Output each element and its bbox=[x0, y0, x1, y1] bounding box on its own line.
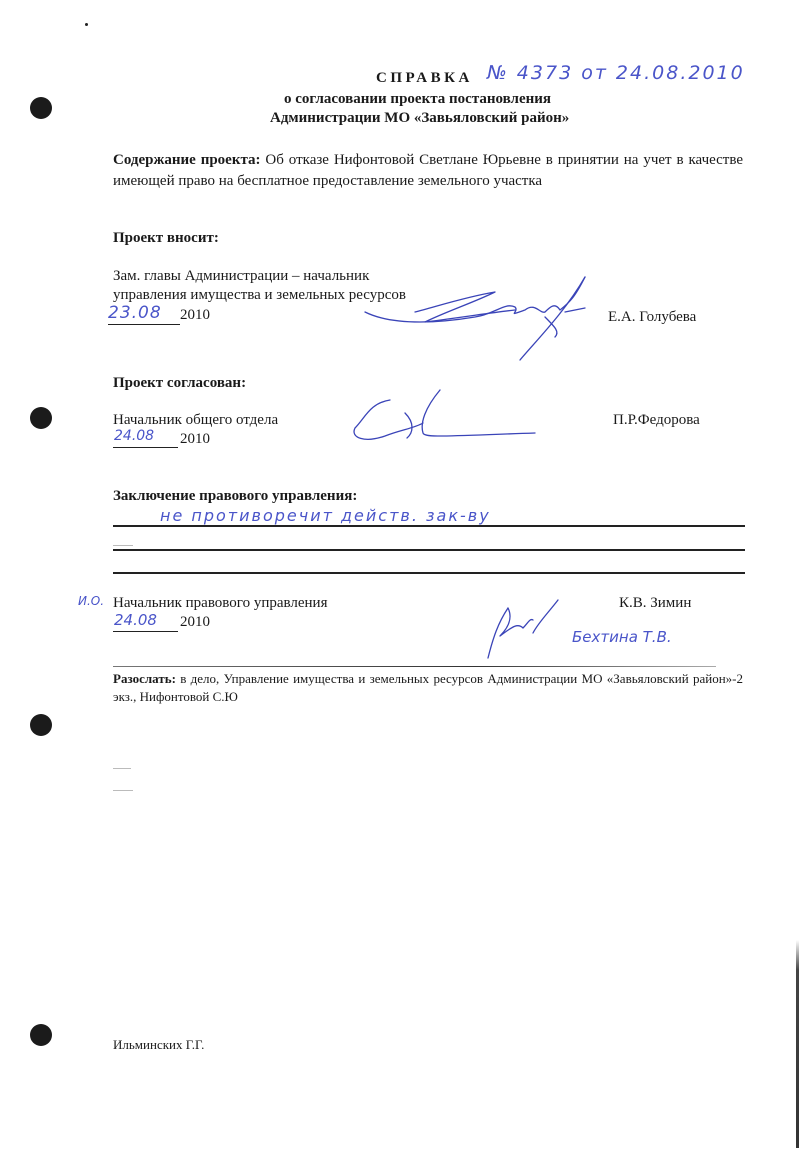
submitted-by-year: 2010 bbox=[180, 307, 210, 323]
distribution-separator bbox=[113, 666, 716, 667]
hole-punch-3 bbox=[30, 714, 52, 736]
legal-conclusion-line-2 bbox=[113, 549, 745, 551]
hole-punch-4 bbox=[30, 1024, 52, 1046]
document-author: Ильминских Г.Г. bbox=[113, 1037, 205, 1052]
approved-position: Начальник общего отдела bbox=[113, 412, 279, 428]
hole-punch-1 bbox=[30, 97, 52, 119]
submitted-by-date-line bbox=[108, 324, 180, 325]
legal-position: Начальник правового управления bbox=[113, 595, 328, 611]
approved-date-handwritten: 24.08 bbox=[114, 428, 155, 444]
approved-date-line bbox=[113, 447, 178, 448]
document-title: СПРАВКА bbox=[376, 70, 473, 86]
scan-dot bbox=[85, 23, 88, 26]
document-subtitle-line-2: Администрации МО «Завьяловский район» bbox=[270, 110, 570, 126]
legal-conclusion-handwritten: не противоречит действ. зак-ву bbox=[160, 506, 491, 525]
project-content bbox=[113, 150, 743, 192]
legal-date-line bbox=[113, 631, 178, 632]
scan-speck bbox=[113, 790, 133, 791]
submitted-by-position-line-2: управления имущества и земельных ресурсов bbox=[113, 287, 406, 303]
document-subtitle-line-1: о согласовании проекта постановления bbox=[284, 91, 552, 107]
legal-date-handwritten: 24.08 bbox=[114, 611, 157, 629]
legal-margin-note-handwritten: И.О. bbox=[78, 594, 105, 608]
hole-punch-2 bbox=[30, 407, 52, 429]
distribution bbox=[113, 670, 743, 706]
approved-heading: Проект согласован: bbox=[113, 375, 247, 391]
submitted-by-position-line-1: Зам. главы Администрации – начальник bbox=[113, 268, 370, 284]
signature-fedorova bbox=[345, 388, 545, 448]
legal-heading: Заключение правового управления: bbox=[113, 488, 358, 504]
legal-executor-handwritten: Бехтина Т.В. bbox=[572, 628, 672, 646]
submitted-by-date-handwritten: 23.08 bbox=[108, 303, 162, 323]
legal-name: К.В. Зимин bbox=[619, 595, 692, 611]
approved-name: П.Р.Федорова bbox=[613, 412, 700, 428]
submitted-by-heading: Проект вносит: bbox=[113, 230, 219, 246]
project-content-label: Содержание проекта: bbox=[113, 152, 261, 168]
signature-golubeva bbox=[355, 272, 595, 362]
distribution-text: в дело, Управление имущества и земельных ресурсов Администрации МО «Завьяловский район»-2 экз., Нифонтовой С.Ю bbox=[113, 671, 743, 704]
scan-speck bbox=[113, 545, 133, 546]
scan-speck bbox=[113, 768, 131, 769]
distribution-label: Разослать: bbox=[113, 671, 176, 686]
approved-year: 2010 bbox=[180, 431, 210, 447]
legal-conclusion-line-3 bbox=[113, 572, 745, 574]
handwritten-registration-number: № 4373 от 24.08.2010 bbox=[487, 62, 745, 84]
scan-page-edge bbox=[796, 940, 799, 1148]
legal-year: 2010 bbox=[180, 614, 210, 630]
project-content-text: Об отказе Нифонтовой Светлане Юрьевне в принятии на учет в качестве имеющей право на бесплатное предоставление земельного участка bbox=[113, 152, 744, 189]
signature-zimin bbox=[478, 598, 568, 668]
legal-conclusion-line-1 bbox=[113, 525, 745, 527]
submitted-by-name: Е.А. Голубева bbox=[608, 309, 697, 325]
